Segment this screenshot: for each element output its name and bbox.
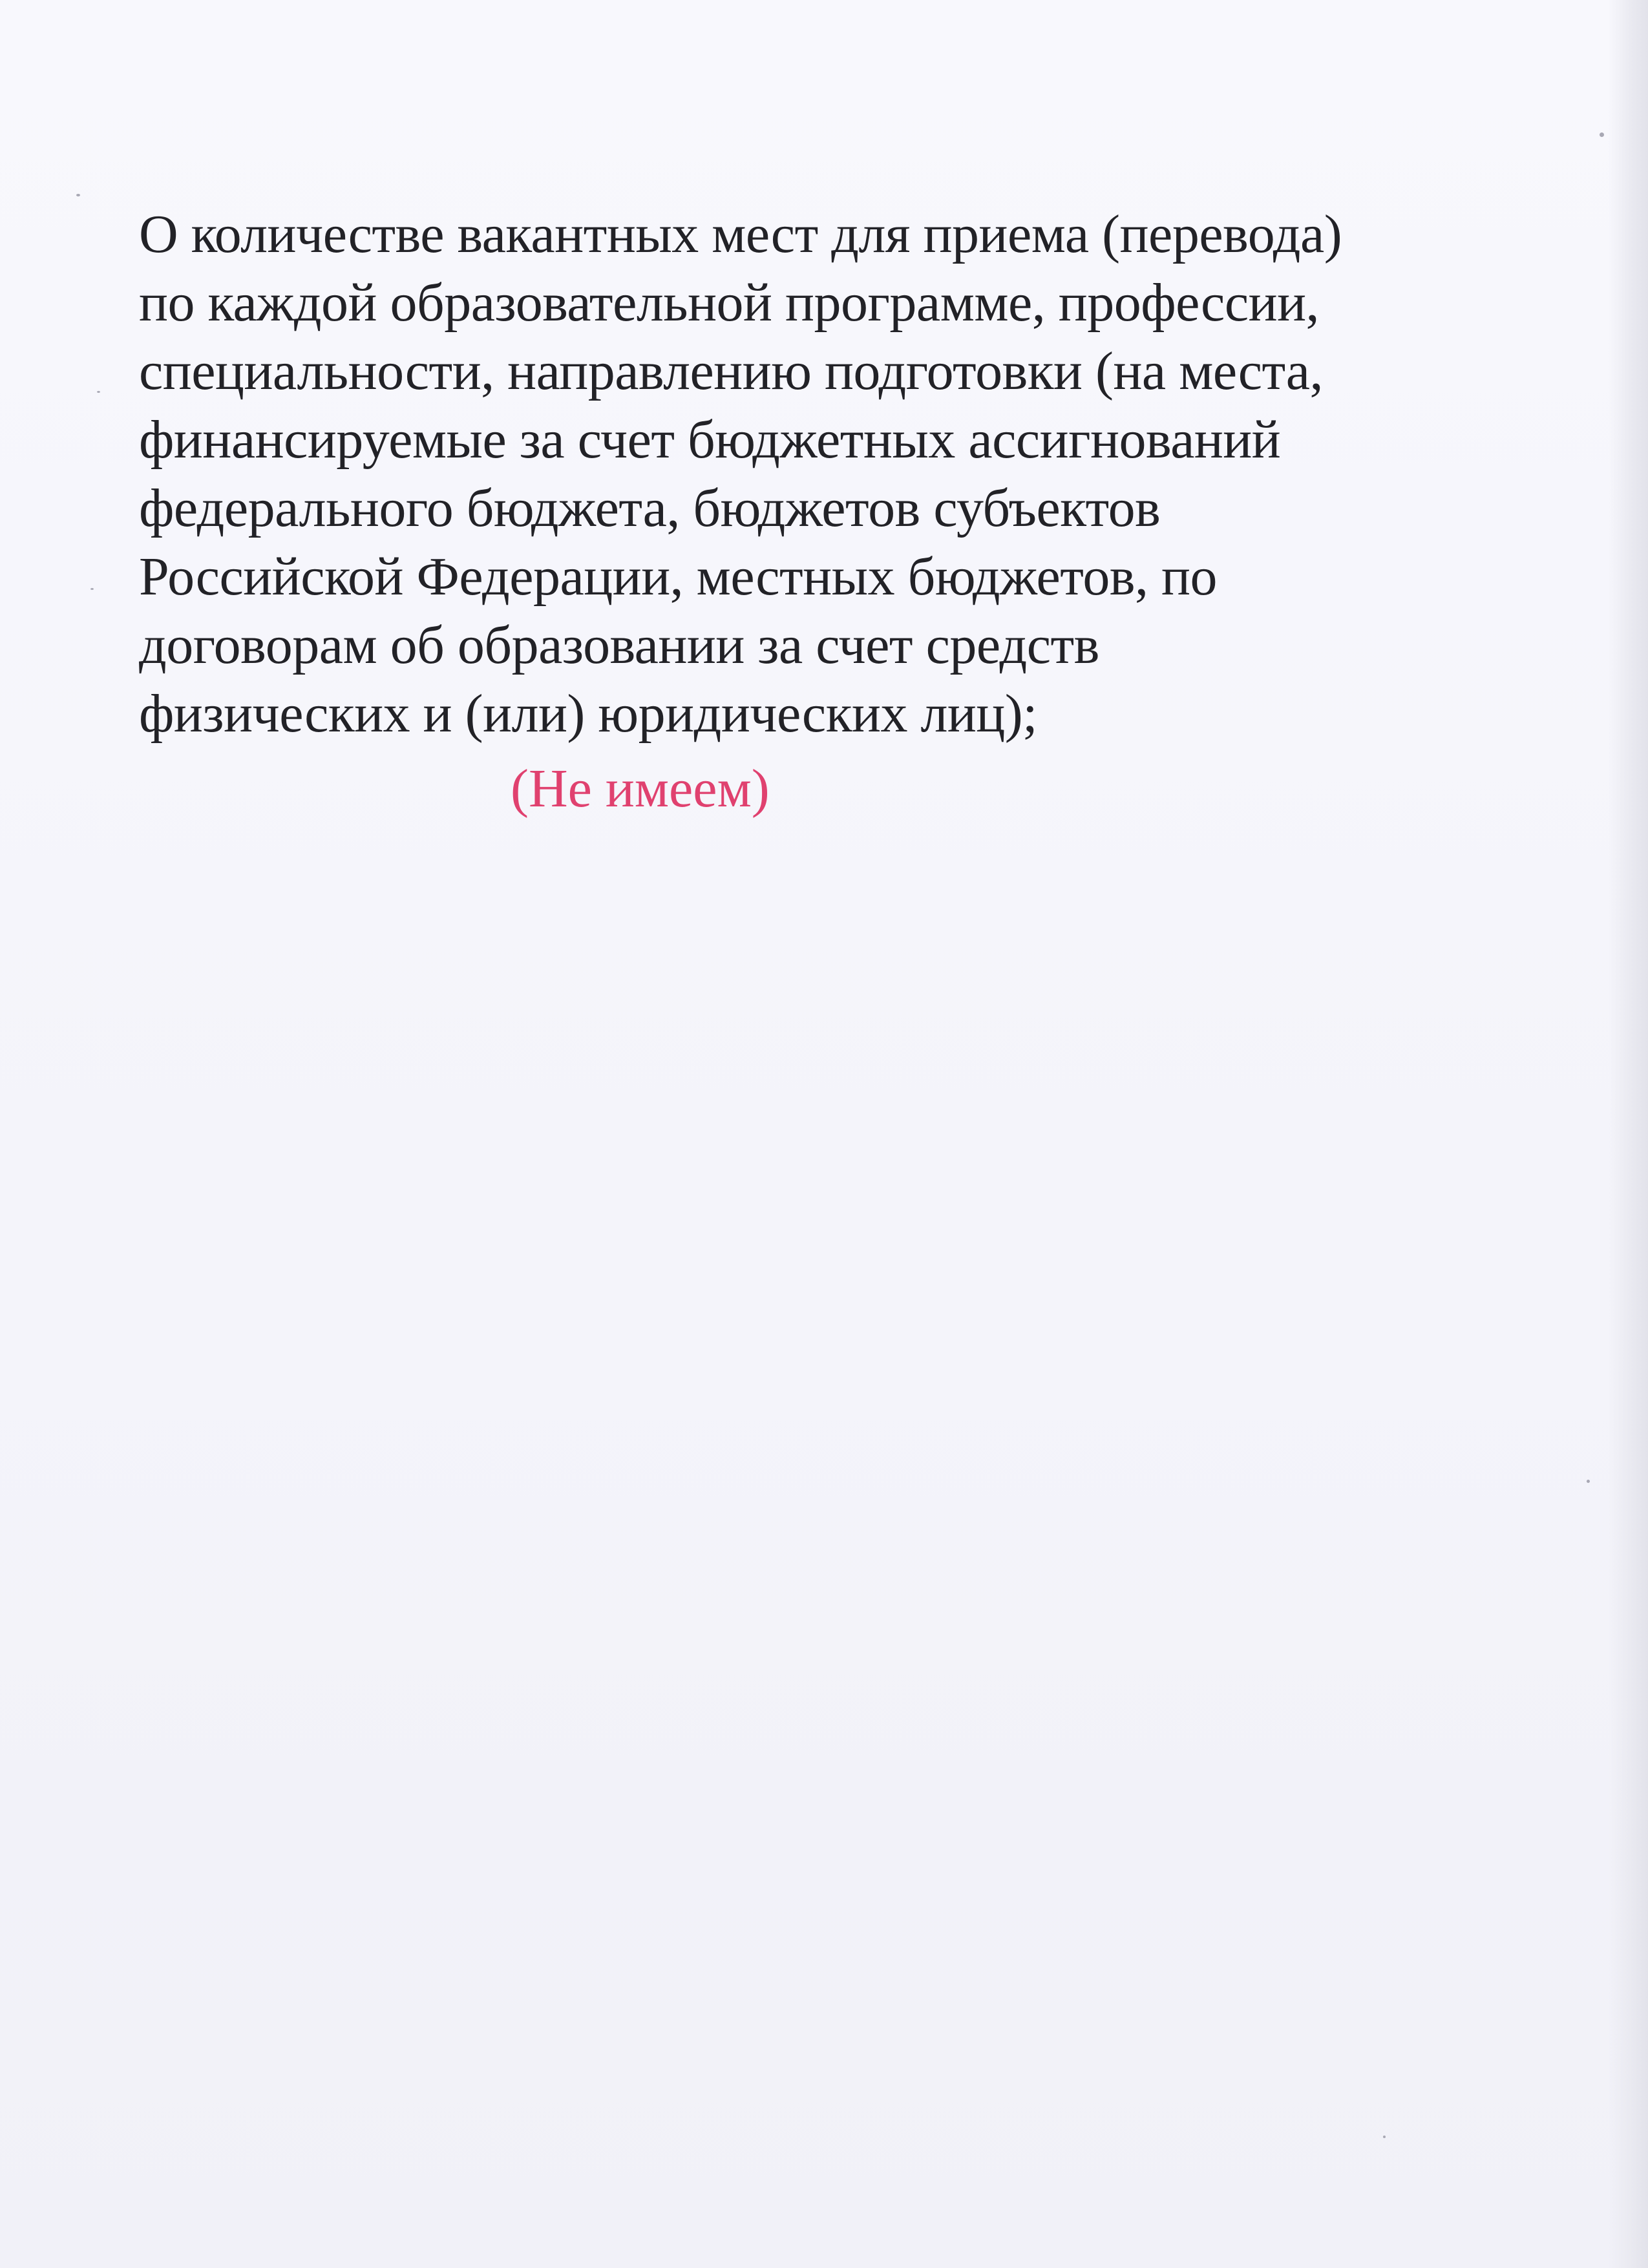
scan-speck <box>90 588 94 590</box>
scan-speck <box>1600 132 1604 137</box>
body-line-5: федерального бюджета, бюджетов субъектов <box>139 478 1161 538</box>
body-line-4: финансируемые за счет бюджетных ассигнований <box>139 410 1281 470</box>
status-note: (Не имеем) <box>511 759 770 819</box>
scan-speck <box>1587 1480 1590 1483</box>
scan-speck <box>97 391 100 393</box>
body-line-6: Российской Федерации, местных бюджетов, по <box>139 547 1217 607</box>
body-line-3: специальности, направлению подготовки (на места, <box>139 341 1324 401</box>
body-line-8: физических и (или) юридических лиц); <box>139 684 1038 744</box>
body-line-7: договорам об образовании за счет средств <box>139 615 1099 675</box>
scan-shadow-edge <box>1608 0 1648 2268</box>
body-line-2: по каждой образовательной программе, профессии, <box>139 273 1320 333</box>
document-body <box>139 200 1509 748</box>
body-line-1: О количестве вакантных мест для приема (перевода) <box>139 204 1342 264</box>
scan-speck <box>1383 2136 1386 2138</box>
scan-speck <box>76 194 80 196</box>
